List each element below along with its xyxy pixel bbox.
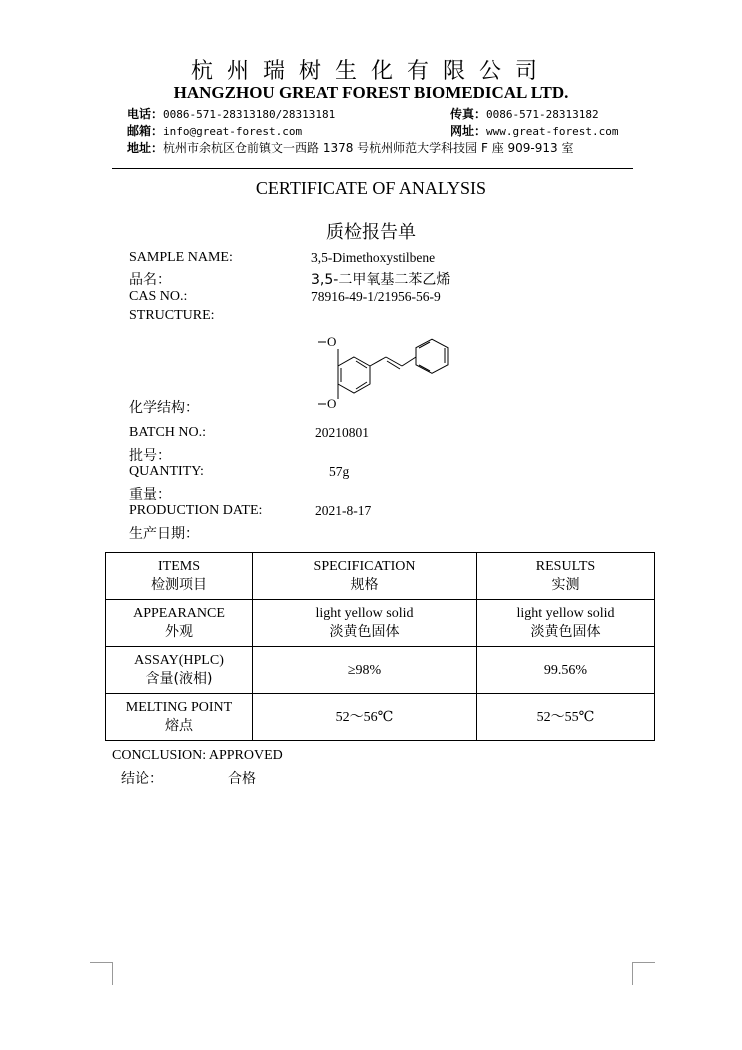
cas-label: CAS NO.: xyxy=(129,289,188,304)
email-value[interactable]: info@great-forest.com xyxy=(163,125,303,138)
tel-value: 0086-571-28313180/28313181 xyxy=(163,108,336,121)
company-name-en: HANGZHOU GREAT FOREST BIOMEDICAL LTD. xyxy=(173,83,569,102)
certificate-title: CERTIFICATE OF ANALYSIS xyxy=(255,178,487,198)
company-name-cn: 杭州瑞树生化有限公司 xyxy=(190,59,551,84)
table-header-row xyxy=(106,553,655,600)
spec-cell: light yellow solid 淡黄色固体 xyxy=(253,600,477,647)
batch-label: BATCH NO.: xyxy=(129,425,207,440)
page-corner-mark-left xyxy=(90,962,113,985)
table-row xyxy=(106,600,655,647)
structure-label: STRUCTURE: xyxy=(129,308,215,323)
batch-cn-label: 批号： xyxy=(129,448,171,464)
address-value: 杭州市余杭区仓前镇文一西路 1378 号杭州师范大学科技园 F 座 909-913 室 xyxy=(163,141,574,155)
spec-cell: ≥98% xyxy=(253,647,477,694)
email-label: 邮箱： xyxy=(127,124,164,138)
web-label: 网址： xyxy=(450,124,487,138)
vinyl-double-bond xyxy=(387,361,400,369)
aromatic-ring-2 xyxy=(416,339,448,373)
results-table xyxy=(105,552,655,741)
production-date-value: 2021-8-17 xyxy=(315,503,372,518)
aromatic-ring-1 xyxy=(338,357,370,393)
certificate-title-cn: 质检报告单 xyxy=(326,222,416,243)
result-cell: 99.56% xyxy=(477,647,655,694)
ring-1-double-bond-c xyxy=(356,382,367,389)
name-cn-label: 品名： xyxy=(129,272,171,288)
methoxy-o-bottom: O xyxy=(327,396,337,411)
web-line xyxy=(450,122,618,139)
header-results: RESULTS 实测 xyxy=(477,553,655,600)
address-line xyxy=(127,139,574,156)
quantity-value: 57g xyxy=(329,464,350,479)
result-cell: light yellow solid 淡黄色固体 xyxy=(477,600,655,647)
methoxy-o-top: O xyxy=(327,334,337,349)
vinyl-bond-1 xyxy=(370,357,386,366)
result-cell: 52～55℃ xyxy=(477,694,655,741)
ring-1-double-bond-b xyxy=(356,361,367,368)
email-line xyxy=(127,122,302,139)
batch-value: 20210801 xyxy=(315,425,369,440)
name-cn-value: 3,5-二甲氧基二苯乙烯 xyxy=(311,272,451,288)
address-label: 地址： xyxy=(127,141,164,155)
web-value[interactable]: www.great-forest.com xyxy=(486,125,619,138)
quantity-label: QUANTITY: xyxy=(129,464,204,479)
production-date-label: PRODUCTION DATE: xyxy=(129,503,263,518)
item-cell: MELTING POINT 熔点 xyxy=(106,694,253,741)
item-cell: APPEARANCE 外观 xyxy=(106,600,253,647)
conclusion-en: CONCLUSION: APPROVED xyxy=(112,748,283,763)
conclusion-cn-value: 合格 xyxy=(228,771,256,787)
item-cell: ASSAY(HPLC) 含量(液相) xyxy=(106,647,253,694)
vinyl-bond-3 xyxy=(402,357,416,366)
table-row xyxy=(106,647,655,694)
spec-cell: 52～56℃ xyxy=(253,694,477,741)
page-corner-mark-right xyxy=(632,962,655,985)
fax-value: 0086-571-28313182 xyxy=(486,108,599,121)
ring-2-double-bond-c xyxy=(419,365,430,371)
cas-value: 78916-49-1/21956-56-9 xyxy=(311,289,441,304)
conclusion-cn-label: 结论： xyxy=(121,771,163,787)
header-divider xyxy=(112,168,633,169)
tel-label: 电话： xyxy=(127,107,164,121)
chemical-structure-image xyxy=(312,333,457,413)
sample-name-value: 3,5-Dimethoxystilbene xyxy=(311,250,436,265)
sample-name-label: SAMPLE NAME: xyxy=(129,250,233,265)
production-date-cn-label: 生产日期： xyxy=(129,526,199,542)
header-specification: SPECIFICATION 规格 xyxy=(253,553,477,600)
fax-line xyxy=(450,105,599,122)
table-row xyxy=(106,694,655,741)
structure-cn-label: 化学结构： xyxy=(129,400,199,416)
quantity-cn-label: 重量： xyxy=(129,487,171,503)
tel-line xyxy=(127,105,335,122)
header-items: ITEMS 检测项目 xyxy=(106,553,253,600)
fax-label: 传真： xyxy=(450,107,487,121)
